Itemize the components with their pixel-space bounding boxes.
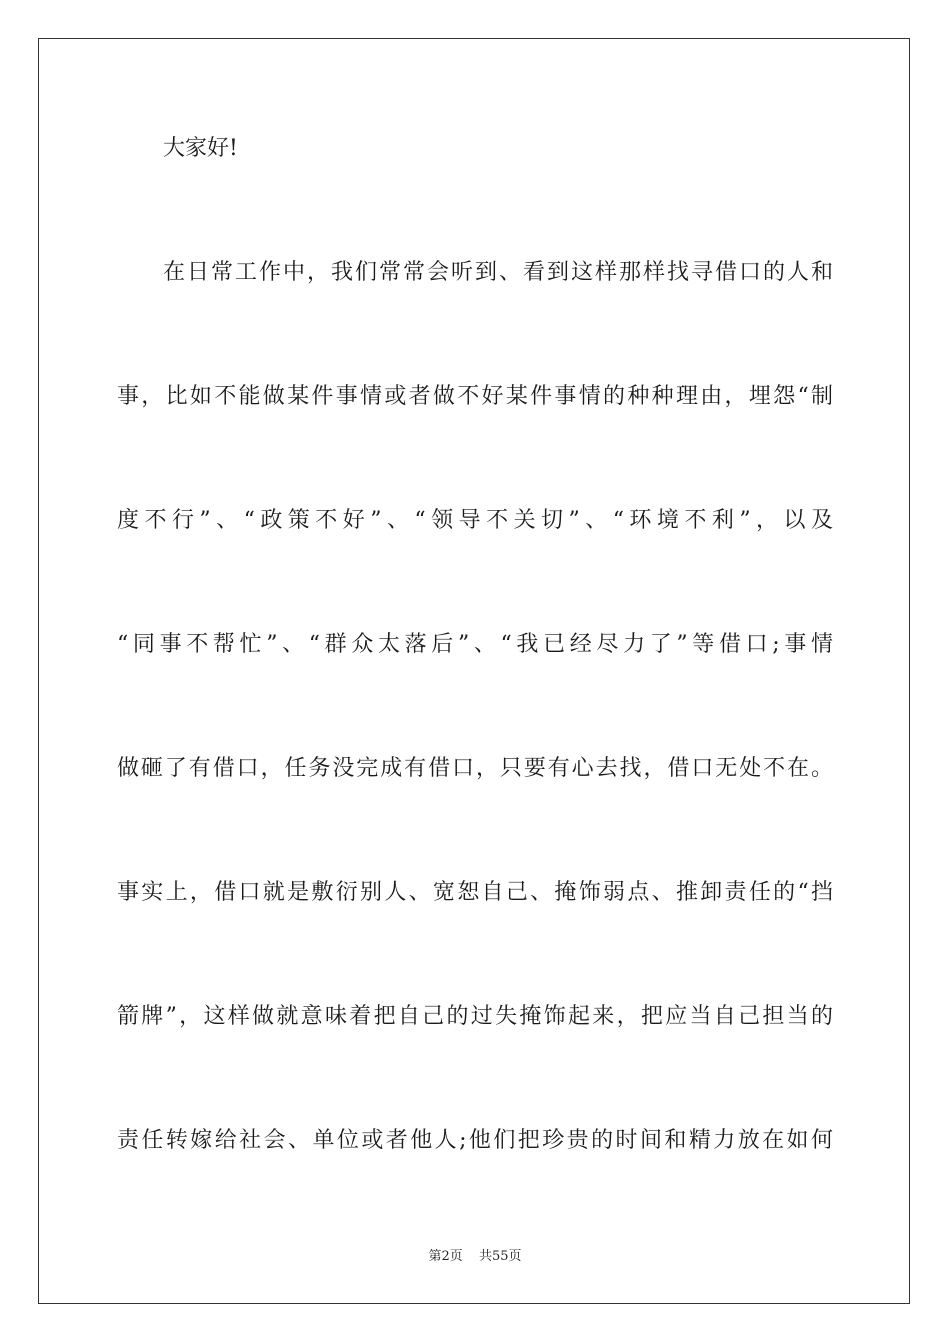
page-border: [38, 38, 910, 1304]
page-number: 第2页: [428, 1249, 463, 1264]
body-line-4: “同事不帮忙”、“群众太落后”、“我已经尽力了”等借口;事情: [117, 632, 833, 657]
body-line-5: 做砸了有借口，任务没完成有借口，只要有心去找，借口无处不在。: [117, 756, 833, 781]
page-footer: [0, 1245, 950, 1264]
body-line-2: 事，比如不能做某件事情或者做不好某件事情的种种理由，埋怨“制: [117, 384, 833, 409]
body-line-6: 事实上，借口就是敷衍别人、宽恕自己、掩饰弱点、推卸责任的“挡: [117, 880, 833, 905]
body-line-7: 箭牌”，这样做就意味着把自己的过失掩饰起来，把应当自己担当的: [117, 1004, 833, 1029]
body-line-3: 度不行”、“政策不好”、“领导不关切”、“环境不利”，以及: [117, 508, 833, 533]
total-pages: 共55页: [478, 1249, 522, 1264]
greeting-line: 大家好!: [163, 136, 238, 161]
body-line-1: 在日常工作中，我们常常会听到、看到这样那样找寻借口的人和: [163, 260, 833, 285]
body-line-8: 责任转嫁给社会、单位或者他人;他们把珍贵的时间和精力放在如何: [117, 1128, 833, 1153]
